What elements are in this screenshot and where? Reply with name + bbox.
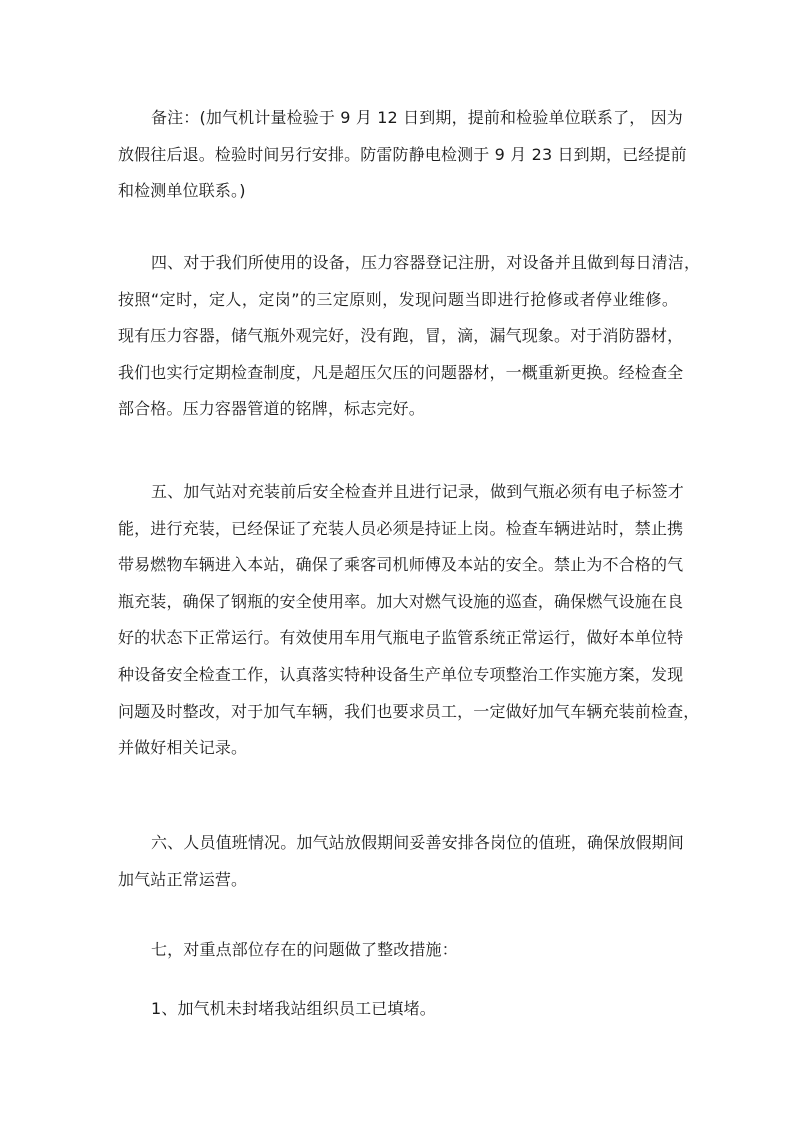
section-5-line-7: 问题及时整改，对于加气车辆，我们也要求员工，一定做好加气车辆充装前检查， [118,701,700,721]
section-4-line-5: 部合格。压力容器管道的铭牌，标志完好。 [118,399,425,419]
section-5-paragraph [118,474,700,767]
note-line-2: 放假往后退。检验时间另行安排。防雷防静电检测于 9 月 23 日到期，已经提前 [118,144,687,164]
section-4-line-2: 按照“定时，定人，定岗”的三定原则，发现问题当即进行抢修或者停业维修。 [118,289,678,309]
item-1-paragraph [118,991,678,1028]
section-5-line-4: 瓶充装，确保了钢瓶的安全使用率。加大对燃气设施的巡查，确保燃气设施在良 [118,591,684,611]
note-line-3: 和检测单位联系。) [118,181,246,201]
section-6-line-2: 加气站正常运营。 [118,869,248,889]
section-5-line-1: 五、加气站对充装前后安全检查并且进行记录，做到气瓶必须有电子标签才 [151,482,684,501]
section-5-line-3: 带易燃物车辆进入本站，确保了乘客司机师傅及本站的安全。禁止为不合格的气 [118,555,684,575]
section-4-line-3: 现有压力容器，储气瓶外观完好，没有跑，冒，滴，漏气现象。对于消防器材， [118,326,684,346]
item-1-line-1: 1、加气机未封堵我站组织员工已填堵。 [151,999,436,1018]
section-6-line-1: 六、人员值班情况。加气站放假期间妥善安排各岗位的值班，确保放假期间 [151,833,684,852]
section-4-line-4: 我们也实行定期检查制度，凡是超压欠压的问题器材，一概重新更换。经检查全 [118,362,684,382]
section-5-line-6: 种设备安全检查工作，认真落实特种设备生产单位专项整治工作实施方案，发现 [118,664,684,684]
note-paragraph [118,100,687,210]
section-4-paragraph [118,245,701,428]
section-5-line-8: 并做好相关记录。 [118,738,248,758]
note-line-1: 备注：(加气机计量检验于 9 月 12 日到期，提前和检验单位联系了， 因为 [151,108,683,127]
section-4-line-1: 四、对于我们所使用的设备，压力容器登记注册，对设备并且做到每日清洁， [151,253,701,272]
section-5-line-2: 能，进行充装，已经保证了充装人员必须是持证上岗。检查车辆进站时，禁止携 [118,518,684,538]
section-7-paragraph [118,932,678,969]
section-6-paragraph [118,825,684,898]
section-5-line-5: 好的状态下正常运行。有效使用车用气瓶电子监管系统正常运行，做好本单位特 [118,628,684,648]
section-7-line-1: 七，对重点部位存在的问题做了整改措施： [151,940,458,959]
